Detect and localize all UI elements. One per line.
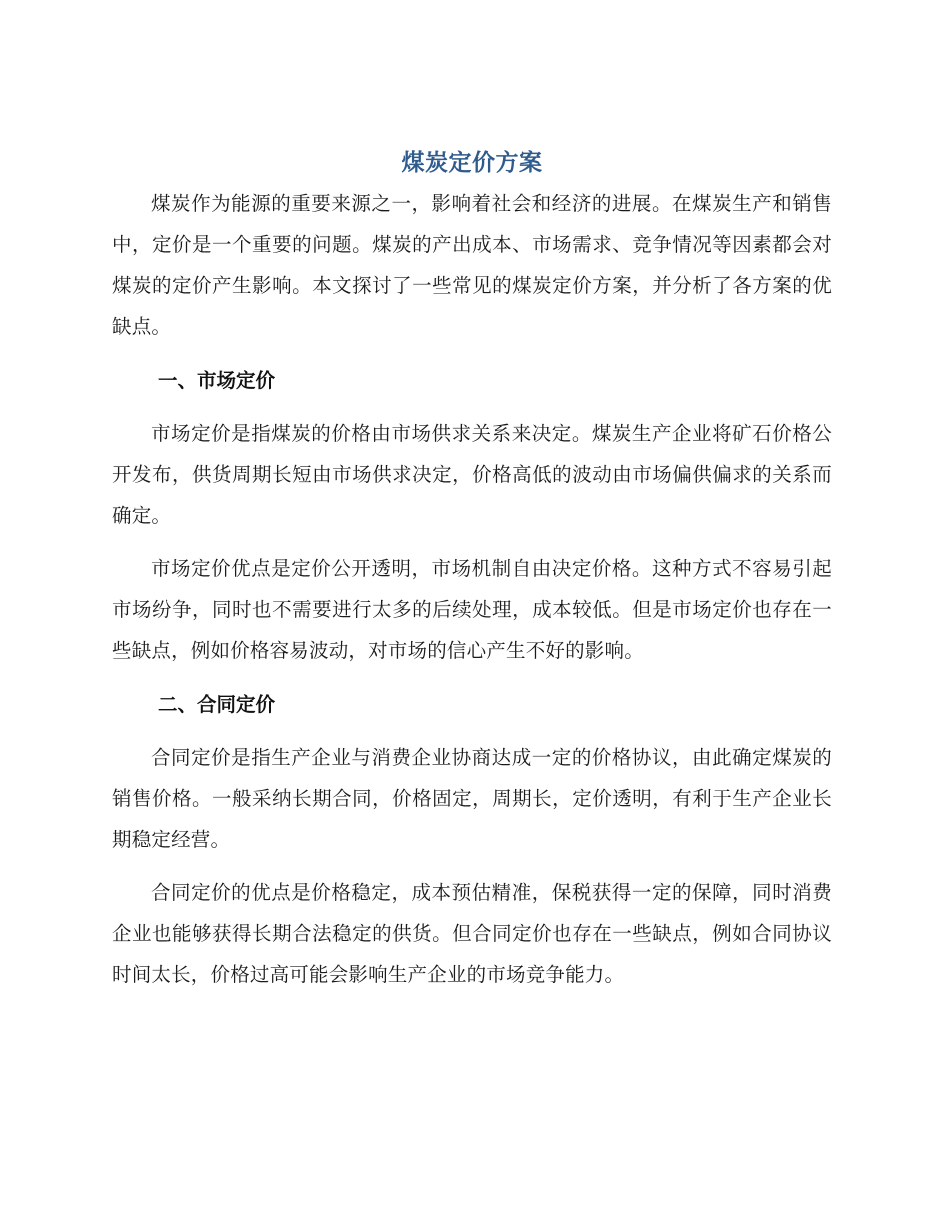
contract-pricing-definition-paragraph: 合同定价是指生产企业与消费企业协商达成一定的价格协议，由此确定煤炭的销售价格。一般采纳长期合同，价格固定，周期长，定价透明，有利于生产企业长期稳定经营。 [112, 746, 832, 851]
intro-paragraph: 煤炭作为能源的重要来源之一，影响着社会和经济的进展。在煤炭生产和销售中，定价是一个重要的问题。煤炭的产出成本、市场需求、竞争情况等因素都会对煤炭的定价产生影响。本文探讨了一些常见的煤炭定价方案，并分析了各方案的优缺点。 [112, 192, 832, 338]
market-pricing-pros-cons-paragraph: 市场定价优点是定价公开透明，市场机制自由决定价格。这种方式不容易引起市场纷争，同时也不需要进行太多的后续处理，成本较低。但是市场定价也存在一些缺点，例如价格容易波动，对市场的信心产生不好的影响。 [112, 557, 832, 662]
section-heading-contract-pricing: 二、合同定价 [158, 693, 276, 716]
contract-pricing-pros-cons-paragraph: 合同定价的优点是价格稳定，成本预估精准，保税获得一定的保障，同时消费企业也能够获得长期合法稳定的供货。但合同定价也存在一些缺点，例如合同协议时间太长，价格过高可能会影响生产企业的市场竞争能力。 [112, 881, 832, 986]
section-heading-market-pricing: 一、市场定价 [158, 369, 276, 392]
document-title: 煤炭定价方案 [401, 150, 543, 176]
document-body [112, 143, 832, 995]
market-pricing-definition-paragraph: 市场定价是指煤炭的价格由市场供求关系来决定。煤炭生产企业将矿石价格公开发布，供货周期长短由市场供求决定，价格高低的波动由市场偏供偏求的关系而确定。 [112, 422, 832, 527]
